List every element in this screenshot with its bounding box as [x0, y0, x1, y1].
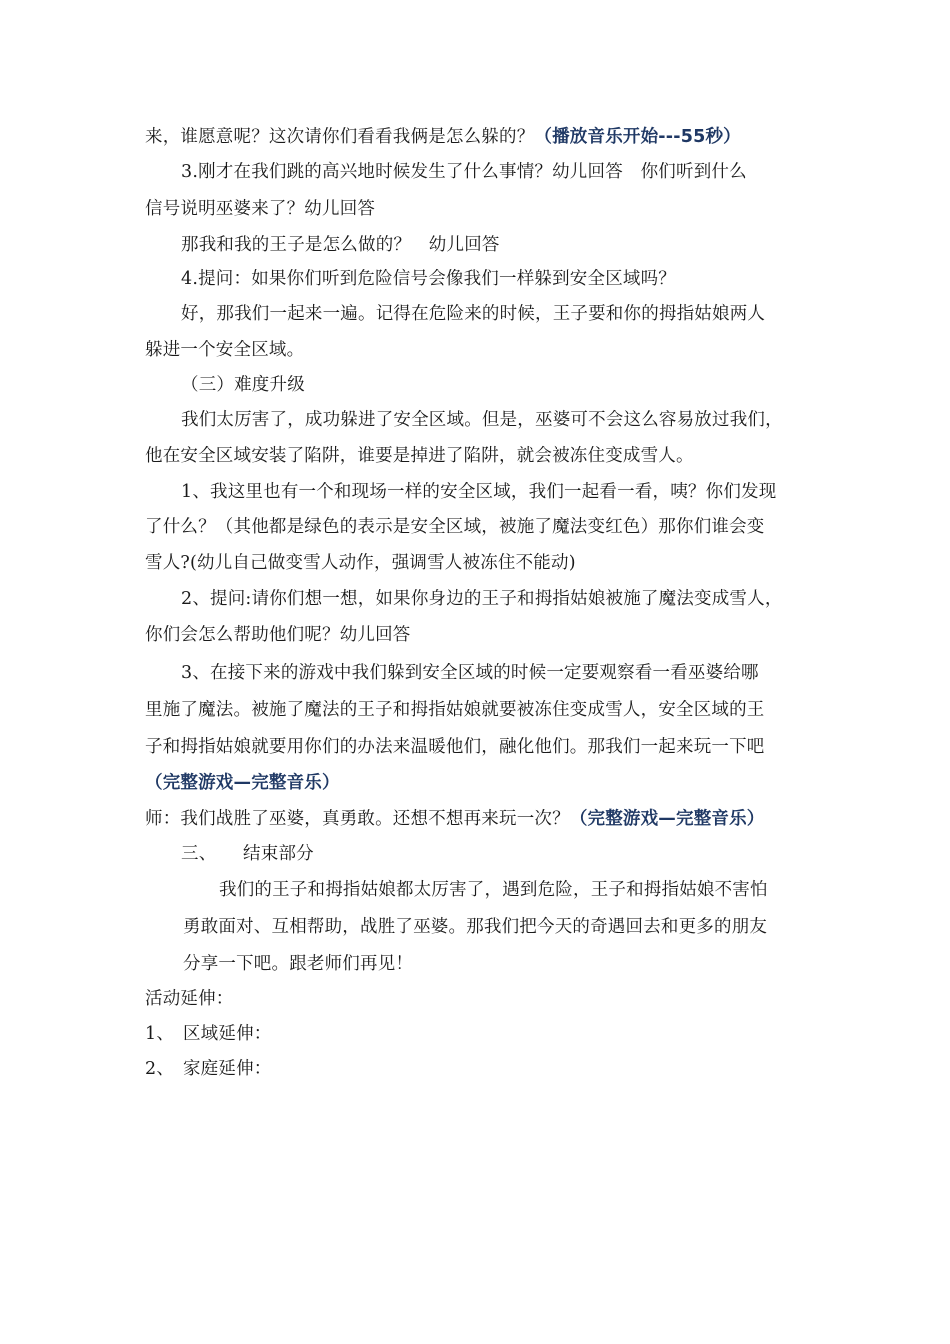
paragraph-line-17: 里施了魔法。被施了魔法的王子和拇指姑娘就要被冻住变成雪人，安全区域的王: [145, 700, 765, 720]
paragraph-line-16: 3、在接下来的游戏中我们躲到安全区域的时候一定要观察看一看巫婆给哪: [181, 663, 759, 683]
list-item-area-extension: 1、 区域延伸：: [145, 1024, 272, 1044]
paragraph-line-9: 我们太厉害了，成功躲进了安全区域。但是，巫婆可不会这么容易放过我们，: [181, 410, 783, 430]
paragraph-line-14: 2、提问:请你们想一想，如果你身边的王子和拇指姑娘被施了魔法变成雪人，: [181, 589, 783, 609]
line-text: 来，谁愿意呢？这次请你们看看我俩是怎么躲的？: [145, 127, 535, 147]
paragraph-line-24: 分享一下吧。跟老师们再见！: [183, 954, 414, 974]
music-cue-highlight: （完整游戏—完整音乐）: [569, 809, 765, 829]
section-heading-difficulty: （三）难度升级: [181, 375, 305, 395]
paragraph-line-5: 4.提问：如果你们听到危险信号会像我们一样躲到安全区域吗？: [181, 269, 676, 289]
paragraph-line-4: 那我和我的王子是怎么做的？ 幼儿回答: [181, 235, 500, 255]
paragraph-line-19: [145, 770, 340, 796]
paragraph-line-3: 信号说明巫婆来了？幼儿回答: [145, 199, 376, 219]
paragraph-line-15: 你们会怎么帮助他们呢？幼儿回答: [145, 625, 411, 645]
paragraph-line-22: 我们的王子和拇指姑娘都太厉害了，遇到危险，王子和拇指姑娘不害怕: [219, 880, 768, 900]
paragraph-line-12: 了什么？（其他都是绿色的表示是安全区域，被施了魔法变红色）那你们谁会变: [145, 517, 765, 537]
music-cue-highlight: （播放音乐开始---55秒）: [534, 127, 741, 147]
paragraph-line-20: [145, 806, 765, 832]
paragraph-line-7: 躲进一个安全区域。: [145, 340, 305, 360]
paragraph-line-23: 勇敢面对、互相帮助，战胜了巫婆。那我们把今天的奇遇回去和更多的朋友: [183, 917, 768, 937]
section-heading-ending: 三、 结束部分: [181, 844, 314, 864]
paragraph-line-18: 子和拇指姑娘就要用你们的办法来温暖他们，融化他们。那我们一起来玩一下吧: [145, 737, 765, 757]
paragraph-line-11: 1、我这里也有一个和现场一样的安全区域，我们一起看一看，咦？你们发现: [181, 482, 777, 502]
music-cue-highlight: （完整游戏—完整音乐）: [145, 773, 340, 793]
paragraph-line-6: 好，那我们一起来一遍。记得在危险来的时候，王子要和你的拇指姑娘两人: [181, 304, 766, 324]
section-heading-extension: 活动延伸：: [145, 989, 234, 1009]
paragraph-line-2: 3.刚才在我们跳的高兴地时候发生了什么事情？幼儿回答 你们听到什么: [181, 162, 747, 182]
paragraph-line-1: [145, 124, 741, 150]
paragraph-line-13: 雪人?(幼儿自己做变雪人动作，强调雪人被冻住不能动): [145, 553, 576, 573]
paragraph-line-10: 他在安全区域安装了陷阱，谁要是掉进了陷阱，就会被冻住变成雪人。: [145, 446, 694, 466]
list-item-home-extension: 2、 家庭延伸：: [145, 1059, 272, 1079]
line-text: 师：我们战胜了巫婆，真勇敢。还想不想再来玩一次？: [145, 809, 570, 829]
